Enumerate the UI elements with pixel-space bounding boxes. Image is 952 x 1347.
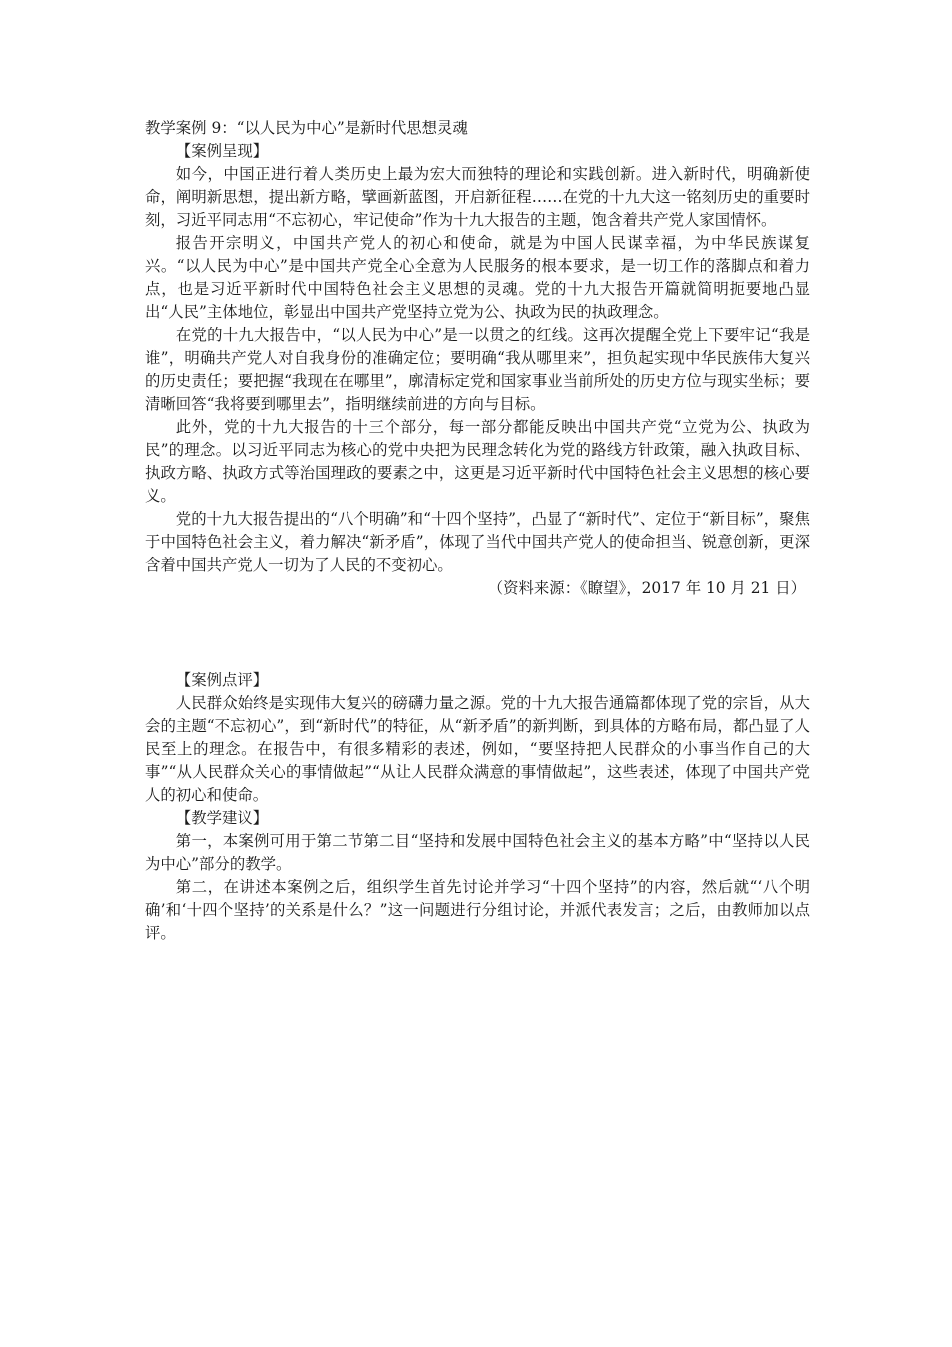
source-citation: （资料来源：《瞭望》，2017 年 10 月 21 日） — [487, 579, 806, 597]
presentation-paragraph-2: 报告开宗明义，中国共产党人的初心和使命，就是为中国人民谋幸福，为中华民族谋复兴。“以人民为中心”是中国共产党全心全意为人民服务的根本要求，是一切工作的落脚点和着力点，也是习近平新时代中国特色社会主义思想的灵魂。党的十九大报告开篇就简明扼要地凸显出“人民”主体地位，彰显出中国共产党坚持立党为公、执政为民的执政理念。 — [145, 234, 810, 321]
suggestion-paragraph-1: 第一，本案例可用于第二节第二目“坚持和发展中国特色社会主义的基本方略”中“坚持以人民为中心”部分的教学。 — [145, 832, 810, 873]
presentation-paragraph-3: 在党的十九大报告中，“以人民为中心”是一以贯之的红线。这再次提醒全党上下要牢记“我是谁”，明确共产党人对自我身份的准确定位；要明确“我从哪里来”，担负起实现中华民族伟大复兴的历史责任；要把握“我现在在哪里”，廓清标定党和国家事业当前所处的历史方位与现实坐标；要清晰回答“我将要到哪里去”，指明继续前进的方向与目标。 — [145, 326, 810, 413]
suggestion-paragraph-2: 第二，在讲述本案例之后，组织学生首先讨论并学习“十四个坚持”的内容，然后就“‘八个明确’和‘十四个坚持’的关系是什么？”这一问题进行分组讨论，并派代表发言；之后，由教师加以点评。 — [145, 878, 810, 942]
presentation-paragraph-5: 党的十九大报告提出的“八个明确”和“十四个坚持”，凸显了“新时代”、定位于“新目标”，聚焦于中国特色社会主义，着力解决“新矛盾”，体现了当代中国共产党人的使命担当、锐意创新，更深含着中国共产党人一切为了人民的不变初心。 — [145, 510, 810, 574]
section-heading-presentation: 【案例呈现】 — [175, 142, 269, 160]
presentation-paragraph-1: 如今，中国正进行着人类历史上最为宏大而独特的理论和实践创新。进入新时代，明确新使命，阐明新思想，提出新方略，擘画新蓝图，开启新征程……在党的十九大这一铭刻历史的重要时刻，习近平同志用“不忘初心，牢记使命”作为十九大报告的主题，饱含着共产党人家国情怀。 — [145, 165, 810, 229]
section-spacer — [145, 600, 810, 669]
section-heading-suggestions: 【教学建议】 — [175, 809, 269, 827]
section-heading-review: 【案例点评】 — [175, 671, 269, 689]
document-title: 教学案例 9：“以人民为中心”是新时代思想灵魂 — [145, 119, 468, 137]
review-paragraph-1: 人民群众始终是实现伟大复兴的磅礴力量之源。党的十九大报告通篇都体现了党的宗旨，从大会的主题“不忘初心”，到“新时代”的特征，从“新矛盾”的新判断，到具体的方略布局，都凸显了人民至上的理念。在报告中，有很多精彩的表述，例如，“要坚持把人民群众的小事当作自己的大事”“从人民群众关心的事情做起”“从让人民群众满意的事情做起”，这些表述，体现了中国共产党人的初心和使命。 — [145, 694, 810, 804]
document-page — [145, 117, 810, 945]
presentation-paragraph-4: 此外，党的十九大报告的十三个部分，每一部分都能反映出中国共产党“立党为公、执政为民”的理念。以习近平同志为核心的党中央把为民理念转化为党的路线方针政策，融入执政目标、执政方略、执政方式等治国理政的要素之中，这更是习近平新时代中国特色社会主义思想的核心要义。 — [145, 418, 810, 505]
